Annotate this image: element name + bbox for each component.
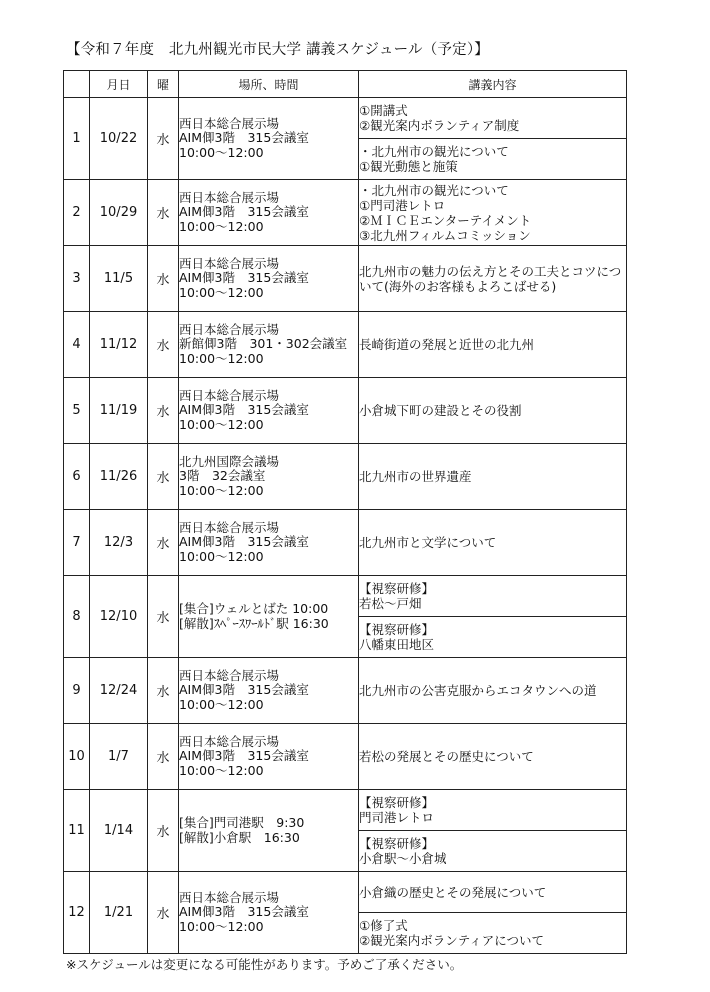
lecture-number: 2 — [64, 180, 90, 246]
lecture-content — [359, 180, 627, 246]
lecture-number: 9 — [64, 658, 90, 724]
lecture-weekday: 水 — [148, 180, 179, 246]
lecture-number: 7 — [64, 510, 90, 576]
content-line: ・北九州市の観光について — [359, 182, 509, 198]
table-row — [64, 312, 627, 378]
lecture-date: 12/24 — [90, 658, 148, 724]
lecture-number: 3 — [64, 246, 90, 312]
header-no — [64, 71, 90, 98]
lecture-number: 6 — [64, 444, 90, 510]
place-line: 10:00～12:00 — [179, 762, 264, 778]
place-line: 西日本総合展示場 — [179, 519, 280, 535]
lecture-content — [359, 378, 627, 444]
place-line: AIM㑡3階 315会議室 — [179, 270, 309, 286]
place-line: 西日本総合展示場 — [179, 115, 280, 131]
lecture-number: 4 — [64, 312, 90, 378]
lecture-weekday: 水 — [148, 246, 179, 312]
content-line: 北九州市の公害克服からエコタウンへの道 — [359, 683, 597, 698]
content-line: 【視察研修】 — [359, 795, 435, 810]
lecture-content — [359, 576, 627, 617]
content-line: ②観光案内ボランティアについて — [359, 933, 544, 948]
lecture-weekday: 水 — [148, 98, 179, 180]
table-row — [64, 658, 627, 724]
place-line: 10:00～12:00 — [179, 548, 264, 564]
lecture-content — [359, 658, 627, 724]
lecture-date: 11/19 — [90, 378, 148, 444]
lecture-content — [359, 139, 627, 180]
place-line: 北九州国際会議場 — [179, 453, 280, 469]
content-line: ・北九州市の観光について — [359, 144, 509, 159]
place-line: [集合]ウェルとばた 10:00 — [179, 601, 329, 616]
table-row — [64, 98, 627, 139]
lecture-place — [179, 658, 359, 724]
lecture-content — [359, 913, 627, 954]
content-line: 若松の発展とその歴史について — [359, 749, 534, 764]
lecture-place — [179, 576, 359, 658]
table-row — [64, 180, 627, 246]
place-line: 西日本総合展示場 — [179, 387, 280, 403]
schedule-table — [63, 70, 627, 954]
header-place: 場所、時間 — [179, 71, 359, 98]
place-line: 西日本総合展示場 — [179, 321, 280, 337]
table-row — [64, 378, 627, 444]
lecture-weekday: 水 — [148, 872, 179, 954]
lecture-place — [179, 790, 359, 872]
content-line: 北九州市の魅力の伝え方とその工夫とコツについて(海外のお客様もよろこばせる) — [359, 263, 622, 294]
lecture-date: 10/29 — [90, 180, 148, 246]
place-line: 10:00～12:00 — [179, 416, 264, 432]
lecture-place — [179, 510, 359, 576]
content-line: ③北九州フィルムコミッション — [359, 227, 531, 243]
table-row — [64, 724, 627, 790]
lecture-date: 12/3 — [90, 510, 148, 576]
place-line: AIM㑡3階 315会議室 — [179, 534, 309, 550]
lecture-date: 1/14 — [90, 790, 148, 872]
lecture-number: 1 — [64, 98, 90, 180]
lecture-number: 10 — [64, 724, 90, 790]
content-line: 八幡東田地区 — [359, 637, 435, 652]
place-line: AIM㑡3階 315会議室 — [179, 682, 309, 698]
table-row — [64, 510, 627, 576]
place-line: 10:00～12:00 — [179, 482, 264, 498]
lecture-date: 11/5 — [90, 246, 148, 312]
content-line: 【視察研修】 — [359, 836, 435, 851]
footnote: ※スケジュールは変更になる可能性があります。予めご了承ください。 — [66, 957, 463, 972]
place-line: 西日本総合展示場 — [179, 667, 280, 683]
lecture-place — [179, 378, 359, 444]
place-line: AIM㑡3階 315会議室 — [179, 904, 309, 920]
content-line: 門司港レトロ — [359, 810, 435, 825]
table-row — [64, 872, 627, 913]
header-content: 講義内容 — [359, 71, 627, 98]
place-line: 西日本総合展示場 — [179, 733, 280, 749]
lecture-date: 1/21 — [90, 872, 148, 954]
place-line: AIM㑡3階 315会議室 — [179, 748, 309, 764]
place-line: AIM㑡3階 315会議室 — [179, 402, 309, 418]
content-line: 若松～戸畑 — [359, 596, 422, 611]
content-line: 小倉城下町の建設とその役割 — [359, 403, 522, 418]
lecture-content — [359, 312, 627, 378]
content-line: ①修了式 — [359, 918, 408, 933]
content-line: ②ＭＩＣＥエンターテイメント — [359, 212, 532, 228]
content-line: 北九州市の世界遺産 — [359, 469, 472, 484]
content-line: 【視察研修】 — [359, 581, 435, 596]
lecture-place — [179, 724, 359, 790]
content-line: 小倉織の歴史とその発展について — [359, 884, 547, 900]
lecture-date: 1/7 — [90, 724, 148, 790]
lecture-place — [179, 246, 359, 312]
lecture-weekday: 水 — [148, 576, 179, 658]
lecture-place — [179, 872, 359, 954]
content-line: ②観光案内ボランティア制度 — [359, 118, 520, 133]
place-line: 新館㑡3階 301・302会議室 — [179, 336, 348, 352]
content-line: 【視察研修】 — [359, 622, 435, 637]
content-line: 小倉駅～小倉城 — [359, 851, 447, 866]
content-line: 長崎街道の発展と近世の北九州 — [359, 337, 535, 352]
lecture-place — [179, 444, 359, 510]
lecture-date: 12/10 — [90, 576, 148, 658]
header-day: 曜 — [148, 71, 179, 98]
lecture-content — [359, 872, 627, 913]
lecture-content — [359, 724, 627, 790]
lecture-content — [359, 510, 627, 576]
lecture-weekday: 水 — [148, 444, 179, 510]
content-line: 北九州市と文学について — [359, 535, 497, 550]
lecture-number: 11 — [64, 790, 90, 872]
lecture-date: 11/12 — [90, 312, 148, 378]
place-line: 10:00～12:00 — [179, 696, 264, 712]
place-line: 10:00～12:00 — [179, 918, 264, 934]
table-row — [64, 790, 627, 831]
lecture-weekday: 水 — [148, 790, 179, 872]
lecture-place — [179, 98, 359, 180]
place-line: 西日本総合展示場 — [179, 255, 280, 271]
lecture-weekday: 水 — [148, 658, 179, 724]
lecture-place — [179, 180, 359, 246]
lecture-number: 12 — [64, 872, 90, 954]
place-line: 西日本総合展示場 — [179, 889, 280, 905]
lecture-content — [359, 617, 627, 658]
lecture-date: 10/22 — [90, 98, 148, 180]
lecture-number: 5 — [64, 378, 90, 444]
lecture-weekday: 水 — [148, 378, 179, 444]
table-row — [64, 246, 627, 312]
place-line: AIM㑡3階 315会議室 — [179, 204, 309, 220]
place-line: 10:00～12:00 — [179, 350, 264, 366]
table-row — [64, 576, 627, 617]
schedule-body — [64, 98, 627, 954]
place-line: 西日本総合展示場 — [179, 189, 280, 205]
place-line: 3階 32会議室 — [179, 468, 266, 484]
place-line: AIM㑡3階 315会議室 — [179, 130, 309, 146]
place-line: [集合]門司港駅 9:30 — [179, 815, 305, 830]
lecture-content — [359, 246, 627, 312]
lecture-content — [359, 790, 627, 831]
header-date: 月日 — [90, 71, 148, 98]
place-line: [解散]ｽﾍﾟｰｽﾜｰﾙﾄﾞ駅 16:30 — [179, 615, 329, 631]
lecture-weekday: 水 — [148, 312, 179, 378]
document-title: 【令和７年度 北九州観光市民大学 講義スケジュール（予定）】 — [66, 42, 489, 58]
content-line: ①開講式 — [359, 103, 408, 118]
lecture-content — [359, 98, 627, 139]
lecture-weekday: 水 — [148, 510, 179, 576]
content-line: ①門司港レトロ — [359, 197, 446, 213]
lecture-place — [179, 312, 359, 378]
lecture-content — [359, 444, 627, 510]
place-line: 10:00～12:00 — [179, 218, 264, 234]
table-row — [64, 444, 627, 510]
lecture-number: 8 — [64, 576, 90, 658]
lecture-content — [359, 831, 627, 872]
lecture-date: 11/26 — [90, 444, 148, 510]
lecture-weekday: 水 — [148, 724, 179, 790]
place-line: [解散]小倉駅 16:30 — [179, 829, 300, 845]
place-line: 10:00～12:00 — [179, 284, 264, 300]
content-line: ①観光動態と施策 — [359, 159, 458, 174]
header-row — [64, 71, 627, 98]
place-line: 10:00～12:00 — [179, 144, 264, 160]
